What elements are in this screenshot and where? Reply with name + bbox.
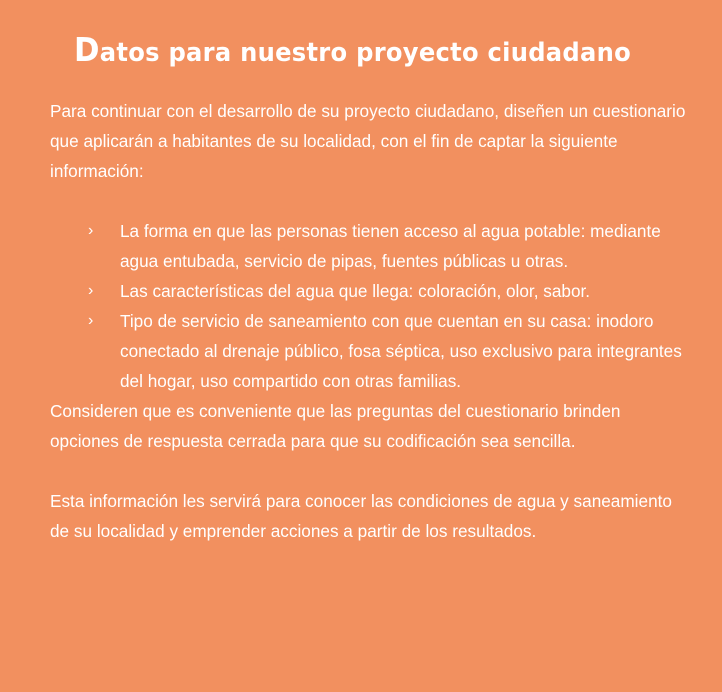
page-title: Datos para nuestro proyecto ciudadano (74, 30, 631, 69)
chevron-right-bullet-icon: › (88, 282, 94, 299)
intro-paragraph: Para continuar con el desarrollo de su proyecto ciudadano, diseñen un cuestionario que aplicarán a habitantes de su localidad, con el fin de captar la siguiente información: (50, 101, 686, 181)
requirements-list (50, 216, 686, 396)
chevron-right-bullet-icon: › (88, 312, 94, 329)
note-paragraph: Consideren que es conveniente que las preguntas del cuestionario brinden opciones de respuesta cerrada para que su codificación sea sencilla. (50, 401, 621, 451)
list-item-label: Las características del agua que llega: coloración, olor, sabor. (120, 281, 591, 301)
list-item (50, 216, 686, 276)
chevron-right-bullet-icon: › (88, 222, 94, 239)
paragraph-spacer (50, 456, 686, 486)
list-item-label: La forma en que las personas tienen acceso al agua potable: mediante agua entubada, servicio de pipas, fuentes públicas u otras. (120, 221, 661, 271)
list-item-label: Tipo de servicio de saneamiento con que cuentan en su casa: inodoro conectado al drenaje público, fosa séptica, uso exclusivo para integrantes del hogar, uso compartido con otras familias. (120, 311, 682, 391)
activity-body (50, 96, 686, 546)
list-item (50, 276, 686, 306)
paragraph-spacer (50, 186, 686, 216)
list-item (50, 306, 686, 396)
closing-paragraph: Esta información les servirá para conocer las condiciones de agua y saneamiento de su localidad y emprender acciones a partir de los resultados. (50, 491, 672, 541)
